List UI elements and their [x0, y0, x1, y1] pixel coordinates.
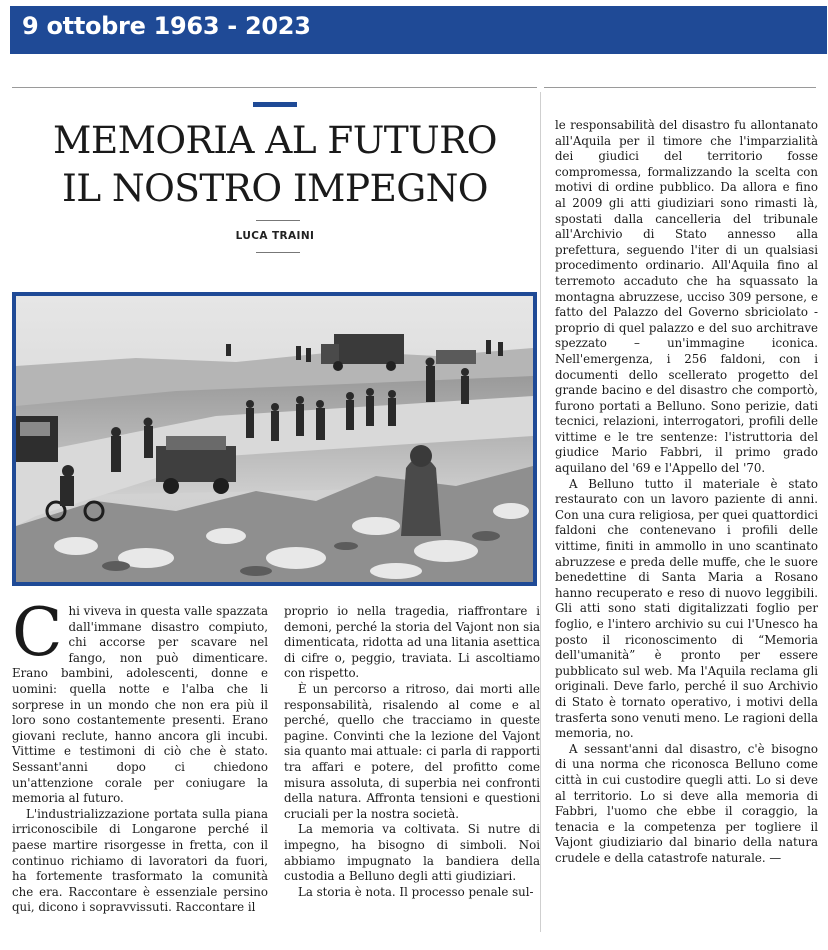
headline [10, 116, 540, 212]
article-column-2 [284, 604, 540, 900]
top-rule-right [544, 87, 816, 88]
paragraph: le responsabilità del disastro fu allontanato all'Aquila per il timore che l'imparzialità dei giudici del territorio fosse compromessa, formalizzando la scelta con motivi di ordine pubblico. Da allora e fino al 2009 gli atti giudiziari sono rimasti là, spostati dalla cancelleria del tribunale all'Archivio di Stato annesso alla prefettura, seguendo l'iter di un qualsiasi procedimento ordinario. All'Aquila fino al terremoto accaduto che ha squassato la montagna abruzzese, ucciso 309 persone, e fatto del Palazzo del Governo sbriciolato - proprio di quel palazzo e del suo architrave spezzato – un'immagine iconica. Nell'emergenza, i 256 faldoni, con i documenti dello scellerato progetto del grande bacino e del disastro che comportò, furono portati a Belluno. Sono perizie, dati tecnici, relazioni, interrogatori, profili delle vittime e le tre sentenze: l'istruttoria del giudice Mario Fabbri, il primo grado aquilano del '69 e l'Appello del '70. [555, 118, 818, 476]
article-photo [12, 292, 537, 586]
author-byline: LUCA TRAINI [235, 230, 315, 242]
photo-illustration [16, 296, 533, 582]
author-rule-bottom [256, 252, 300, 253]
paragraph: A sessant'anni dal disastro, c'è bisogno di una norma che riconosca Belluno come città in cui custodire quegli atti. Lo si deve al territorio. Lo si deve alla memoria di Fabbri, l'uomo che ebbe il coraggio, la tenacia e la competenza per togliere il Vajont giudiziario dal binario della natura crudele e della catastrofe naturale. — [555, 741, 818, 865]
headline-line-2: IL NOSTRO IMPEGNO [62, 166, 488, 210]
date-title: 9 ottobre 1963 - 2023 [22, 12, 311, 40]
headline-line-1: MEMORIA AL FUTURO [53, 118, 497, 162]
author-rule-top [256, 220, 300, 221]
drop-cap: C [12, 594, 63, 671]
article-column-3 [555, 118, 818, 867]
paragraph: proprio io nella tragedia, riaffrontare i demoni, perché la storia del Vajont non sia dimenticata, ridotta ad una litania asettica di cifre o, peggio, traviata. Li ascoltiamo con rispetto. [284, 604, 540, 681]
headline-accent-bar [253, 102, 297, 107]
paragraph: La memoria va coltivata. Si nutre di impegno, ha bisogno di simboli. Noi abbiamo impugnato la bandiera della custodia a Belluno degli atti giudiziari. [284, 822, 540, 884]
paragraph-text: hi viveva in questa valle spazzata dall'immane disastro compiuto, chi accorse per scavare nel fango, non può dimenticare. Erano bambini, adolescenti, donne e uomini: quella notte e l'alba che li sorprese in un mondo che non era più il loro sono costantemente presenti. Erano giovani reclute, hanno ancora gli incubi. Vittime e testimoni di ciò che è stato. Sessant'anni dopo ci chiedono un'attenzione corale per coniugare la memoria al futuro. [12, 604, 268, 806]
paragraph: È un percorso a ritroso, dai morti alle responsabilità, risalendo al come e al perché, quello che tracciamo in queste pagine. Convinti che la lezione del Vajont sia quanto mai attuale: ci parla di rapporti tra affari e potere, del profitto come misura assoluta, di superbia nei confronti della natura. Affronta tensioni e questioni cruciali per la nostra società. [284, 681, 540, 821]
top-rule-left [12, 87, 537, 88]
paragraph: L'industrializzazione portata sulla piana irriconoscibile di Longarone perché il paese martire risorgesse in fretta, con il continuo richiamo di lavoratori da fuori, ha fortemente trasformato la comunità che era. Raccontare è essenziale persino qui, dicono i sopravvissuti. Raccontare il [12, 806, 268, 915]
paragraph [12, 594, 268, 807]
paragraph: A Belluno tutto il materiale è stato restaurato con un lavoro paziente di anni. Con una cura religiosa, per quei quattordici faldoni che contenevano i profili delle vittime, finiti in ammollo in uno scantinato abruzzese e preda delle muffe, che le suore benedettine di Santa Maria a Rosano hanno recuperato e reso di nuovo leggibili. Gli atti sono stati digitalizzati foglio per foglio, e l'intero archivio su cui l'Unesco ha posto il riconoscimento di “Memoria dell'umanità” è pronto per essere pubblicato sul web. Ma l'Aquila reclama gli originali. Deve farlo, perché il suo Archivio di Stato è tornato operativo, i motivi della trasferta sono venuti meno. Le ragioni della memoria, no. [555, 476, 818, 741]
paragraph: La storia è nota. Il processo penale sul- [298, 884, 534, 899]
column-separator [540, 92, 541, 932]
article-column-1 [12, 594, 268, 916]
